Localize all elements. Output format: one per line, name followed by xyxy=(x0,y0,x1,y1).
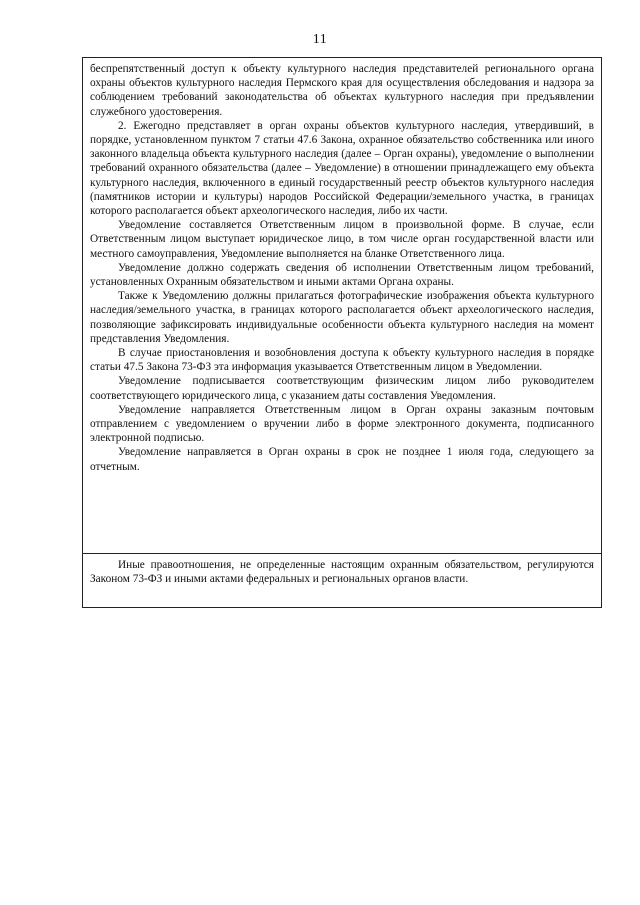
paragraph-annual-notification: 2. Ежегодно представляет в орган охраны объектов культурного наследия, утвердивший, в порядке, установленном пунктом 7 статьи 47.6 Закона, охранное обязательство собственника или иного законного владельца объекта культурного наследия (далее – Орган охраны), уведомление о выполнении требований охранного обязательства (далее – Уведомление) в отношении принадлежащего ему объекта культурного наследия, включенного в единый государственный реестр объектов культурного наследия (памятников истории и культуры) народов Российской Федерации/земельного участка, в границах которого располагается объект археологического наследия, либо их части. xyxy=(90,119,594,218)
paragraph-access-continuation: беспрепятственный доступ к объекту культурного наследия представителей регионального органа охраны объектов культурного наследия Пермского края для осуществления обследования и надзора за соблюдением требований законодательства об объектах культурного наследия при предъявлении служебного удостоверения. xyxy=(90,63,594,118)
obligation-table xyxy=(82,57,602,608)
table-row-notification-requirements xyxy=(83,58,601,553)
paragraph-deadline: Уведомление направляется в Орган охраны в срок не позднее 1 июля года, следующего за отчетным. xyxy=(90,446,594,473)
table-row-other-relations xyxy=(83,553,601,589)
paragraph-notification-content: Уведомление должно содержать сведения об исполнении Ответственным лицом требований, установленных Охранным обязательством и иными актами Органа охраны. xyxy=(90,261,594,289)
paragraph-other-relations: Иные правоотношения, не определенные настоящим охранным обязательством, регулируются Законом 73-ФЗ и иными актами федеральных и региональных органов власти. xyxy=(90,559,594,586)
paragraph-notification-form: Уведомление составляется Ответственным лицом в произвольной форме. В случае, если Ответственным лицом выступает юридическое лицо, в том числе орган государственной власти или местного самоуправления, Уведомление выполняется на бланке Ответственного лица. xyxy=(90,219,594,260)
paragraph-signature: Уведомление подписывается соответствующим физическим лицом либо руководителем соответствующего юридического лица, с указанием даты составления Уведомления. xyxy=(90,375,594,402)
paragraph-delivery-method: Уведомление направляется Ответственным лицом в Орган охраны заказным почтовым отправлением с уведомлением о вручении либо в форме электронного документа, подписанного электронной подписью. xyxy=(90,403,594,445)
paragraph-photo-attachments: Также к Уведомлению должны прилагаться фотографические изображения объекта культурного наследия/земельного участка, в границах которого располагается объект археологического наследия, позволяющие зафиксировать индивидуальные особенности объекта культурного наследия на момент представления Уведомления. xyxy=(90,290,594,345)
page-number: 11 xyxy=(312,32,328,47)
paragraph-access-suspension: В случае приостановления и возобновления доступа к объекту культурного наследия в порядке статьи 47.5 Закона 73-ФЗ эта информация указывается Ответственным лицом в Уведомлении. xyxy=(90,347,594,374)
